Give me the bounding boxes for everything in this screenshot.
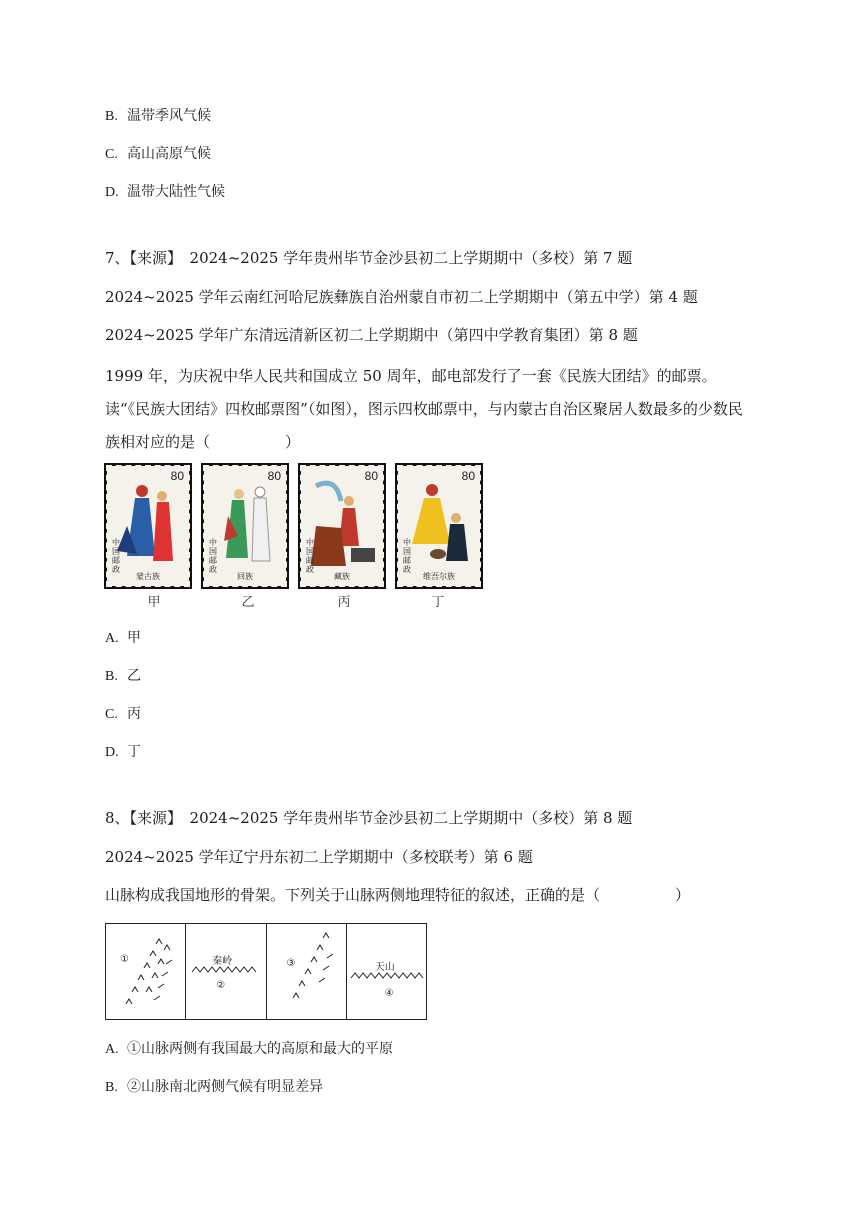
stamp-ding: 80 中国邮政 维吾尔族 (395, 463, 483, 589)
stamp-caption: 丙 (337, 595, 351, 610)
q6-option-b: B. 温带季风气候 (105, 108, 211, 124)
q7-option-b: B. 乙 (105, 668, 141, 684)
q8-option-a: A. ①山脉两侧有我国最大的高原和最大的平原 (105, 1041, 393, 1057)
stamp-caption: 甲 (147, 595, 161, 610)
stamp-yi: 80 中国邮政 回族 (201, 463, 289, 589)
q6-option-d: D. 温带大陆性气候 (105, 184, 225, 200)
q8-source-2: 2024~2025 学年辽宁丹东初二上学期期中（多校联考）第 6 题 (105, 848, 533, 866)
mountain-figure (105, 923, 427, 1020)
q7-option-c: C. 丙 (105, 706, 141, 722)
q8-stem: 山脉构成我国地形的骨架。下列关于山脉两侧地理特征的叙述，正确的是（ ） (105, 886, 691, 904)
stamp-figure (104, 463, 488, 608)
mountain-cell-1: ① (106, 924, 186, 1019)
mountain-range-horizontal (186, 924, 266, 1019)
stamp-caption: 丁 (431, 595, 445, 610)
q7-stem: 1999 年，为庆祝中华人民共和国成立 50 周年，邮电部发行了一套《民族大团结》的邮票。读“《民族大团结》四枚邮票图”（如图），图示四枚邮票中，与内蒙古自治区聚居人数最多的少数民族相对应的是（ ） (105, 367, 743, 451)
q8-header: 8、【来源】 2024~2025 学年贵州毕节金沙县初二上学期期中（多校）第 8 题 (105, 809, 633, 827)
q7-source-2: 2024~2025 学年云南红河哈尼族彝族自治州蒙自市初二上学期期中（第五中学）第 4 题 (105, 288, 698, 306)
q7-source-3: 2024~2025 学年广东清远清新区初二上学期期中（第四中学教育集团）第 8 题 (105, 326, 638, 344)
q7-header: 7、【来源】 2024~2025 学年贵州毕节金沙县初二上学期期中（多校）第 7 题 (105, 249, 633, 267)
stamp-bing: 80 中国邮政 藏族 (298, 463, 386, 589)
mountain-cell-4: 天山 ④ (347, 924, 426, 1019)
q7-option-a: A. 甲 (105, 630, 141, 646)
stamp-jia: 80 中国邮政 蒙古族 (104, 463, 192, 589)
mountain-cell-2: 秦岭 ② (186, 924, 266, 1019)
q8-option-b: B. ②山脉南北两侧气候有明显差异 (105, 1079, 323, 1095)
q6-option-c: C. 高山高原气候 (105, 146, 211, 162)
mountain-range-diagonal (106, 924, 186, 1019)
stamp-caption: 乙 (241, 595, 255, 610)
q7-option-d: D. 丁 (105, 744, 141, 760)
mountain-cell-3: ③ (267, 924, 347, 1019)
mountain-range-diagonal (267, 924, 347, 1019)
